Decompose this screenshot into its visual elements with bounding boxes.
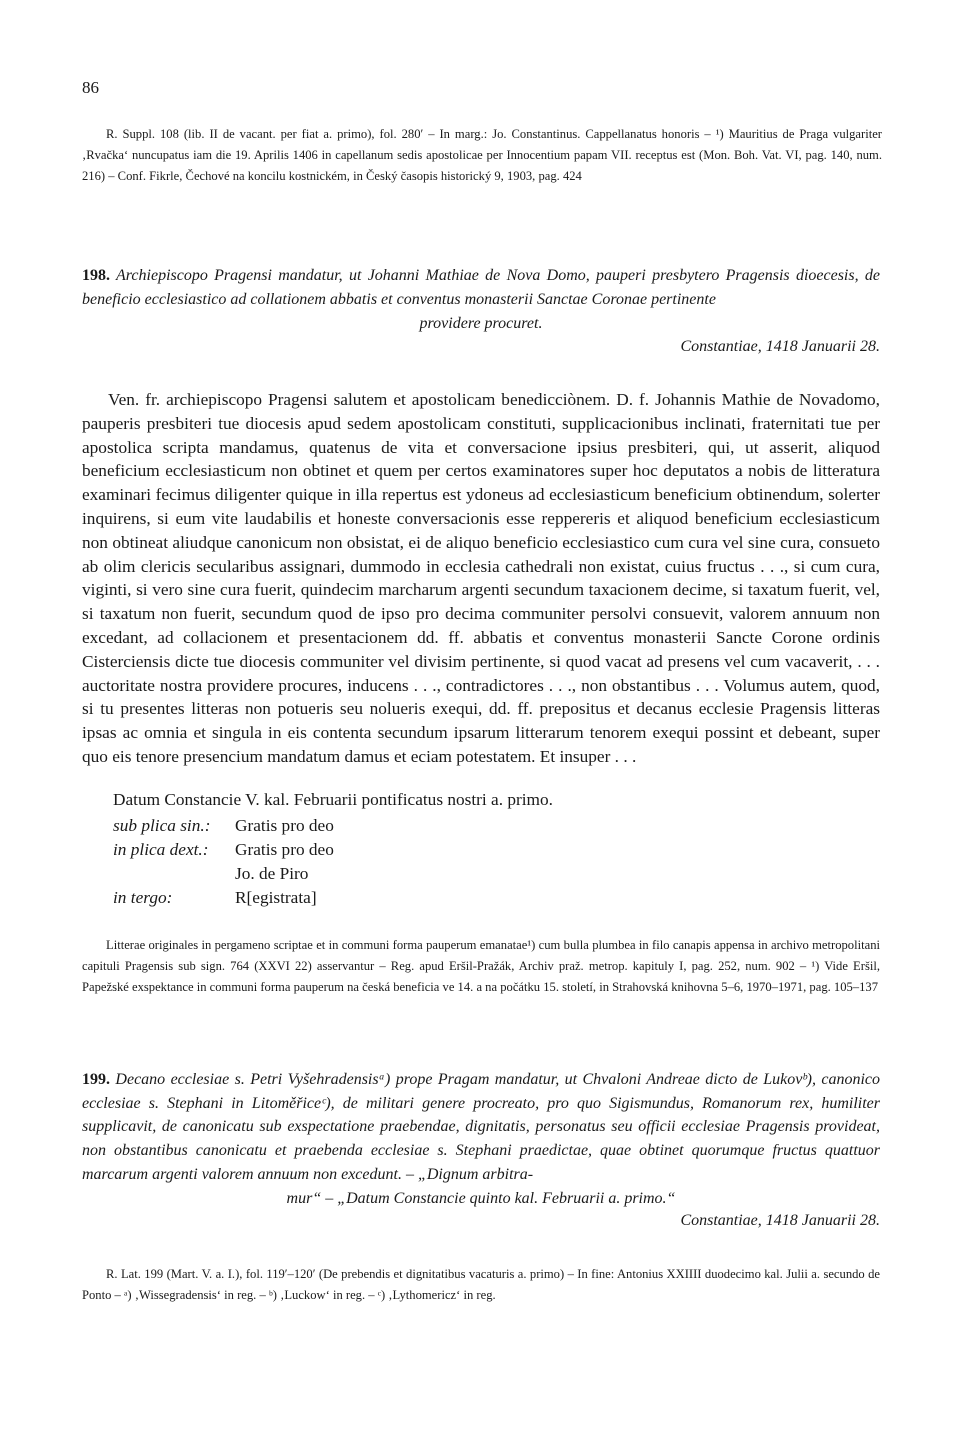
entry-number-199: 199.	[82, 1071, 110, 1088]
plica-row	[113, 838, 334, 862]
dateline-198: Constantiae, 1418 Januarii 28.	[680, 338, 880, 355]
regest-199-text: Decano ecclesiae s. Petri Vyšehradensisᵃ) prope Pragam mandatur, ut Chvaloni Andreae dicto de Lukovᵇ), canonico ecclesiae s. Stephani in Litoměřiceᶜ), de militari genere procreato, pro quo Sigismundus, Romanorum rex, humiliter supplicavit, de canonicatu sub exspectatione praebendae, dignitatis, personatus seu officii ecclesiae Pragensis provideat, non obstantibus canonicatu et praebenda ecclesiae s. Stephani praedictae, quae obtinet quorumque fructus quattuor marcarum argenti valorem annuum non excedunt. – „Dignum arbitra-	[82, 1071, 880, 1183]
page-number: 86	[82, 78, 99, 97]
regest-198	[82, 264, 880, 336]
plica-value: Jo. de Piro	[235, 864, 309, 883]
plica-label: in plica dext.:	[113, 840, 209, 859]
plica-value: Gratis pro deo	[235, 840, 334, 859]
dateline-199: Constantiae, 1418 Januarii 28.	[680, 1212, 880, 1229]
footnote-top: R. Suppl. 108 (lib. II de vacant. per fiat a. primo), fol. 280′ – In marg.: Jo. Constantinus. Cappellanatus honoris – ¹) Mauritius de Praga vulgariter ‚Rvačka‘ nuncupatus iam die 19. Aprilis 1406 in capellanum sedis apostolicae per Innocentium papam VII. receptus est (Mon. Boh. Vat. VI, pag. 140, num. 216) – Conf. Fikrle, Čechové na koncilu kostnickém, in Český časopis historický 9, 1903, pag. 424	[82, 127, 882, 183]
plica-label: sub plica sin.:	[113, 816, 211, 835]
entry-number-198: 198.	[82, 267, 110, 284]
plica-row	[113, 886, 317, 910]
plica-row	[113, 814, 334, 838]
footnote-middle: Litterae originales in pergameno scriptae et in communi forma pauperum emanatae¹) cum bulla plumbea in filo canapis appensa in archivo metropolitani capituli Pragensis sub sign. 764 (XXVI 22) asservantur – Reg. apud Eršil-Pražák, Archiv praž. metrop. kapituly I, pag. 252, num. 902 – ¹) Vide Eršil, Papežské exspektance in communi forma pauperum na česká beneficia ve 14. a na počátku 15. století, in Strahovská knihovna 5–6, 1970–1971, pag. 105–137	[82, 938, 880, 994]
letter-text: Ven. fr. archiepiscopo Pragensi salutem et apostolicam benedicciònem. D. f. Johannis Mathie de Novadomo, pauperis presbiteri tue diocesis apud sedem apostolicam constituti, supplicacionibus inclinati, fraternitati tue per apostolica scripta mandamus, quatenus de vita et conversacione ipsius presbiteri, qui, ut asserit, aliquod beneficium ecclesiasticum non obtinet et quem per certos examinatores super hoc deputatos a nobis de litteratura examinari fecimus diligenter quique in illa repertus est ydoneus ad ecclesiasticum beneficium obtinendum, solerter inquirens, si eum vite laudabilis et honeste conversacionis esse reppereris et aliquod beneficium ecclesiasticum non obtineat aliudque canonicum non obsistat, ei de aliquo beneficio ecclesiastico cum cura vel sine cura, consueto ab olim clericis secularibus assignari, dummodo in ecclesia cathedrali non existat, cuius fructus . . ., si cum cura, viginti, si vero sine cura fuerit, quindecim marcharum argenti secundum taxacionem decime, si taxatum fuerit, vel, si taxatum non fuerit, secundum quod de ipso pro decima communiter persolvi consuevit, valorem annuum non excedant, ad collacionem et presentacionem dd. ff. abbatis et conventus monasterii Sancte Corone ordinis Cisterciensis dicte tue diocesis communiter vel divisim pertinente, si quod vacat ad presens vel cum vacaverit, . . . auctoritate nostra providere procures, inducens . . ., contradictores . . ., non obstantibus . . . Volumus autem, quod, si tu presentes litteras non potueris seu nolueris exequi, dd. ff. prepositus et decanus ecclesie Pragensis litteras ipsas ac omnia et singula in eis contenta secundum ipsarum litterarum tenorem exequi possint et debeant, super quo eis tenore presencium mandatum damus et eciam potestatem. Et insuper . . .	[82, 390, 880, 766]
regest-198-text: Archiepiscopo Pragensi mandatur, ut Johanni Mathiae de Nova Domo, pauperi presbytero Pragensis dioecesis, de beneficio ecclesiastico ad collationem abbatis et conventus monasterii Sanctae Coronae pertinente	[82, 267, 880, 308]
regest-199-last-line: mur“ – „Datum Constancie quinto kal. Februarii a. primo.“	[286, 1189, 676, 1207]
plica-value: Gratis pro deo	[235, 816, 334, 835]
plica-label: in tergo:	[113, 888, 173, 907]
plica-row	[113, 862, 308, 886]
letter-body-198	[82, 388, 880, 769]
datum-line: Datum Constancie V. kal. Februarii pontificatus nostri a. primo.	[113, 790, 553, 809]
plica-value: R[egistrata]	[235, 888, 317, 907]
footnote-bottom: R. Lat. 199 (Mart. V. a. I.), fol. 119′–120′ (De prebendis et dignitatibus vacaturis a. primo) – In fine: Antonius XXIIII duodecimo kal. Julii a. secundo de Ponto – ᵃ) ‚Wissegradensis‘ in reg. – ᵇ) ‚Luckow‘ in reg. – ᶜ) ‚Lythomericz‘ in reg.	[82, 1267, 880, 1302]
regest-199	[82, 1068, 880, 1210]
regest-198-last-line: providere procuret.	[419, 315, 543, 332]
